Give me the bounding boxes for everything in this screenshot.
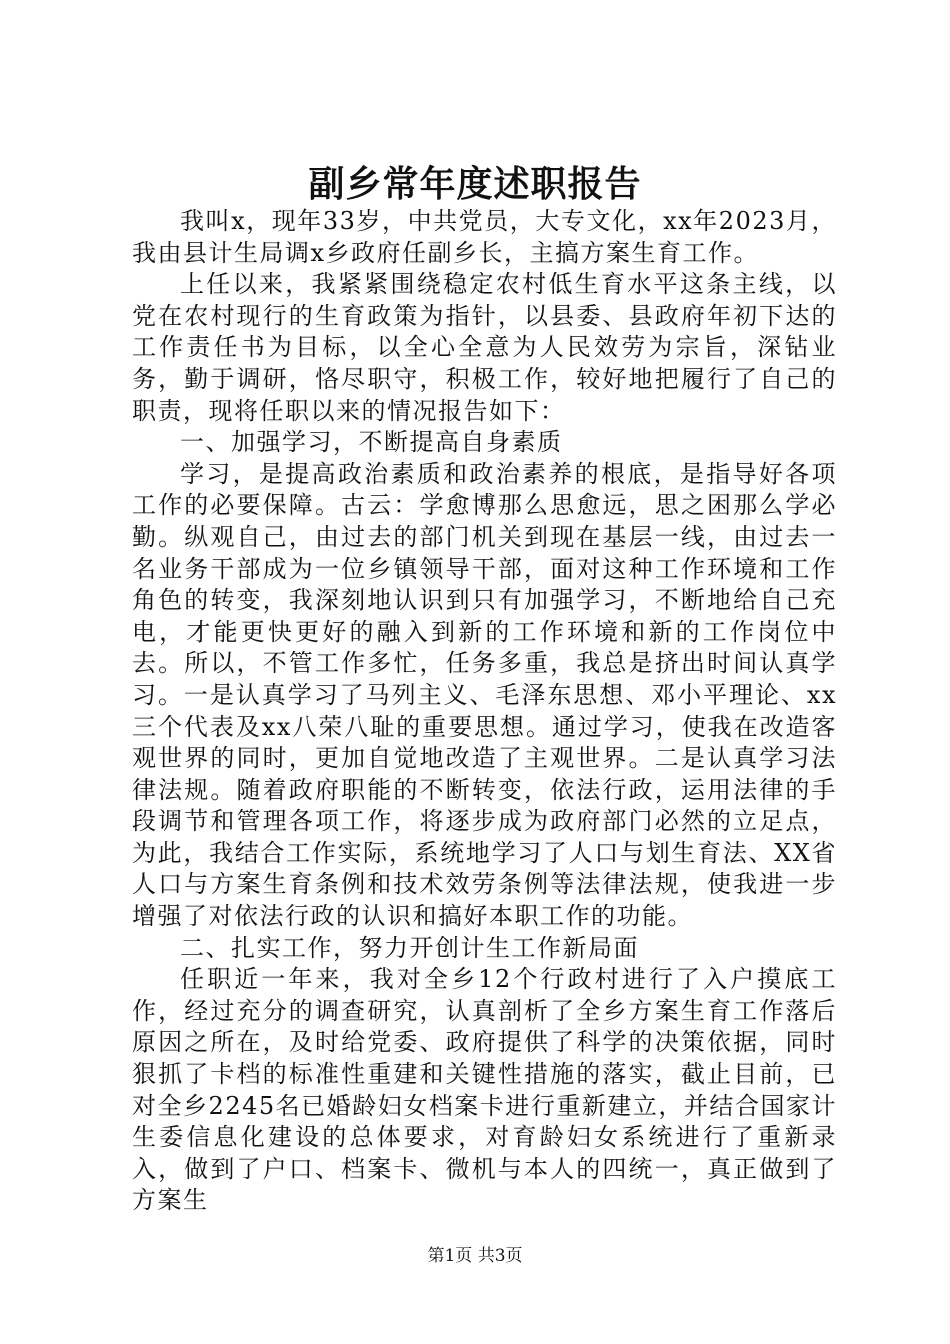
document-body [132,206,837,1217]
section-heading-2: 二、扎实工作，努力开创计生工作新局面 [180,933,639,962]
document-title: 副乡常年度述职报告 [308,163,642,205]
paragraph-work: 任职近一年来，我对全乡12个行政村进行了入户摸底工作，经过充分的调查研究，认真剖析了全乡方案生育工作落后原因之所在，及时给党委、政府提供了科学的决策依据，同时狠抓了卡档的标准性重建和关键性措施的落实，截止目前，已对全乡2245名已婚龄妇女档案卡进行重新建立，并结合国家计生委信息化建设的总体要求，对育龄妇女系统进行了重新录入，做到了户口、档案卡、微机与本人的四统一，真正做到了方案生 [132,965,837,1215]
paragraph-intro: 我叫x，现年33岁，中共党员，大专文化，xx年2023月，我由县计生局调x乡政府任副乡长，主搞方案生育工作。 [132,207,837,267]
paragraph-overview: 上任以来，我紧紧围绕稳定农村低生育水平这条主线，以党在农村现行的生育政策为指针，以县委、县政府年初下达的工作责任书为目标，以全心全意为人民效劳为宗旨，深钻业务，勤于调研，恪尽职守，积极工作，较好地把履行了自己的职责，现将任职以来的情况报告如下： [132,270,837,425]
section-heading-1: 一、加强学习，不断提高自身素质 [180,428,563,457]
paragraph-study: 学习，是提高政治素质和政治素养的根底，是指导好各项工作的必要保障。古云：学愈博那么思愈远，思之困那么学必勤。纵观自己，由过去的部门机关到现在基层一线，由过去一名业务干部成为一位乡镇领导干部，面对这种工作环境和工作角色的转变，我深刻地认识到只有加强学习，不断地给自己充电，才能更快更好的融入到新的工作环境和新的工作岗位中去。所以，不管工作多忙，任务多重，我总是挤出时间认真学习。一是认真学习了马列主义、毛泽东思想、邓小平理论、xx三个代表及xx八荣八耻的重要思想。通过学习，使我在改造客观世界的同时，更加自觉地改造了主观世界。二是认真学习法律法规。随着政府职能的不断转变，依法行政，运用法律的手段调节和管理各项工作，将逐步成为政府部门必然的立足点，为此，我结合工作实际，系统地学习了人口与划生育法、XX省人口与方案生育条例和技术效劳条例等法律法规，使我进一步增强了对依法行政的认识和搞好本职工作的功能。 [132,459,837,931]
page-footer: 第1页 共3页 [427,1246,523,1266]
